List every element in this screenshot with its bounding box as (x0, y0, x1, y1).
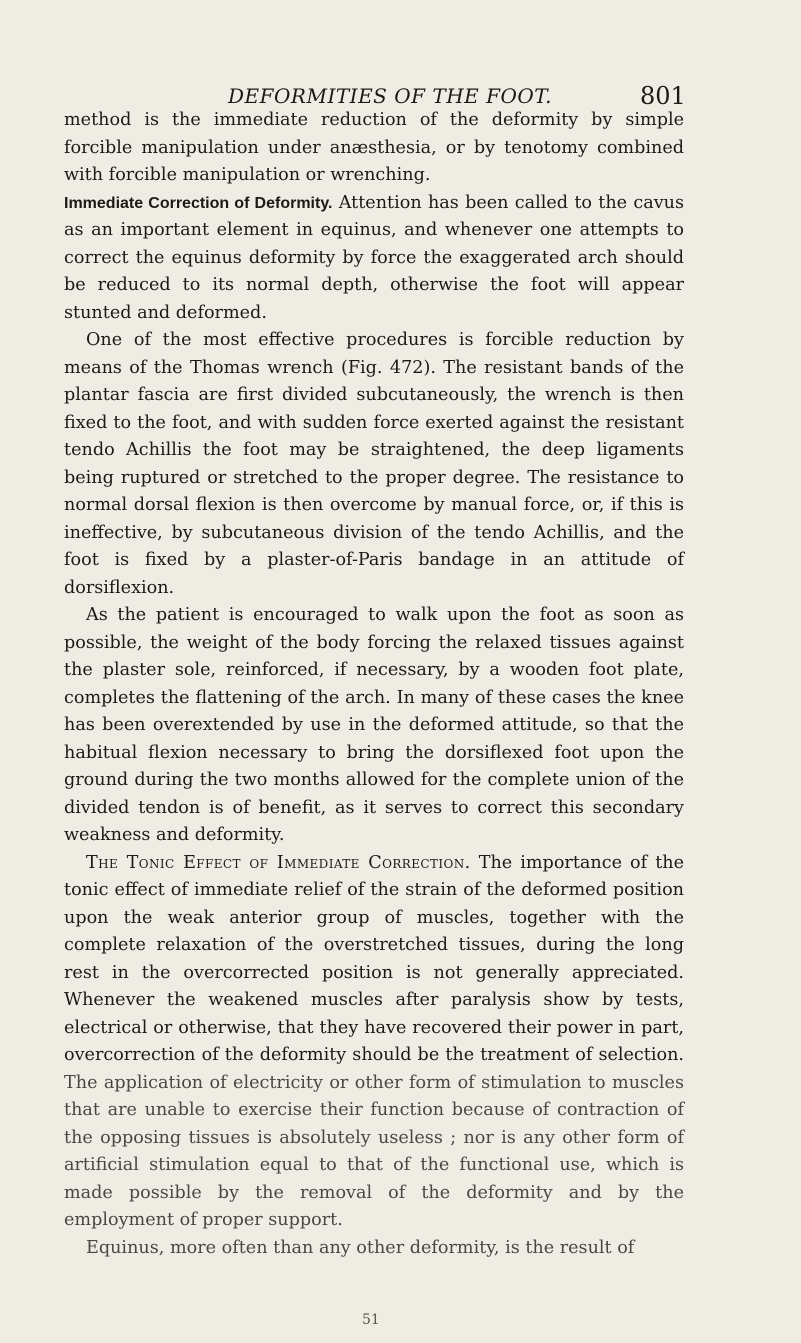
signature-mark: 51 (362, 1312, 380, 1328)
paragraph-5-text-b: The application of electricity or other form of stimulation to muscles that are unable to exercise their function because of contraction of the opposing tissues is absolutely useless ; nor is any other form of artificial stimulation equal to that of the functional use, which is made possible by the removal of the deformity and by the employment of proper support. (64, 1072, 684, 1230)
paragraph-2-text: Attention has been called to the cavus as an important element in equinus, and whenever one attempts to correct the equinus deformity by force the exaggerated arch should be reduced to its normal depth, otherwise the foot will appear stunted and deformed. (64, 192, 684, 323)
body-text (64, 107, 684, 1262)
paragraph-5 (64, 850, 684, 1235)
running-head: DEFORMITIES OF THE FOOT. (228, 84, 553, 108)
section-heading-tonic-effect: The Tonic Effect of Immediate Correction. (86, 852, 471, 873)
paragraph-2 (64, 190, 684, 328)
paragraph-5-text-a: The importance of the tonic effect of immediate relief of the strain of the deformed position upon the weak anterior group of muscles, together with the complete relaxation of the overstretched tissues, during the long rest in the overcorrected position is not generally appreciated. Whenever the weakened muscles after paralysis show by tests, electrical or otherwise, that they have recovered their power in part, overcorrection of the deformity should be the treatment of selection. (64, 852, 685, 1065)
paragraph-6: Equinus, more often than any other deformity, is the result of (86, 1237, 635, 1258)
page-number: 801 (640, 82, 686, 110)
paragraph-3: One of the most effective procedures is forcible reduction by means of the Thomas wrench (Fig. 472). The resistant bands of the plantar fascia are first divided subcutaneously, the wrench is then fixed to the foot, and with sudden force exerted against the resistant tendo Achillis the foot may be straightened, the deep ligaments being ruptured or stretched to the proper degree. The resistance to normal dorsal flexion is then overcome by manual force, or, if this is ineffective, by subcutaneous division of the tendo Achillis, and the foot is fixed by a plaster-of-Paris bandage in an attitude of dorsiflexion. (64, 330, 684, 598)
paragraph-1: method is the immediate reduction of the deformity by simple forcible manipulation under anæsthesia, or by tenotomy combined with forcible manipulation or wrenching. (64, 110, 684, 185)
section-heading-immediate-correction: Immediate Correction of Deformity. (64, 194, 333, 212)
paragraph-4: As the patient is encouraged to walk upon the foot as soon as possible, the weight of the body forcing the relaxed tissues against the plaster sole, reinforced, if necessary, by a wooden foot plate, completes the flattening of the arch. In many of these cases the knee has been overextended by use in the deformed attitude, so that the habitual flexion necessary to bring the dorsiflexed foot upon the ground during the two months allowed for the complete union of the divided tendon is of benefit, as it serves to correct this secondary weakness and deformity. (64, 605, 684, 845)
